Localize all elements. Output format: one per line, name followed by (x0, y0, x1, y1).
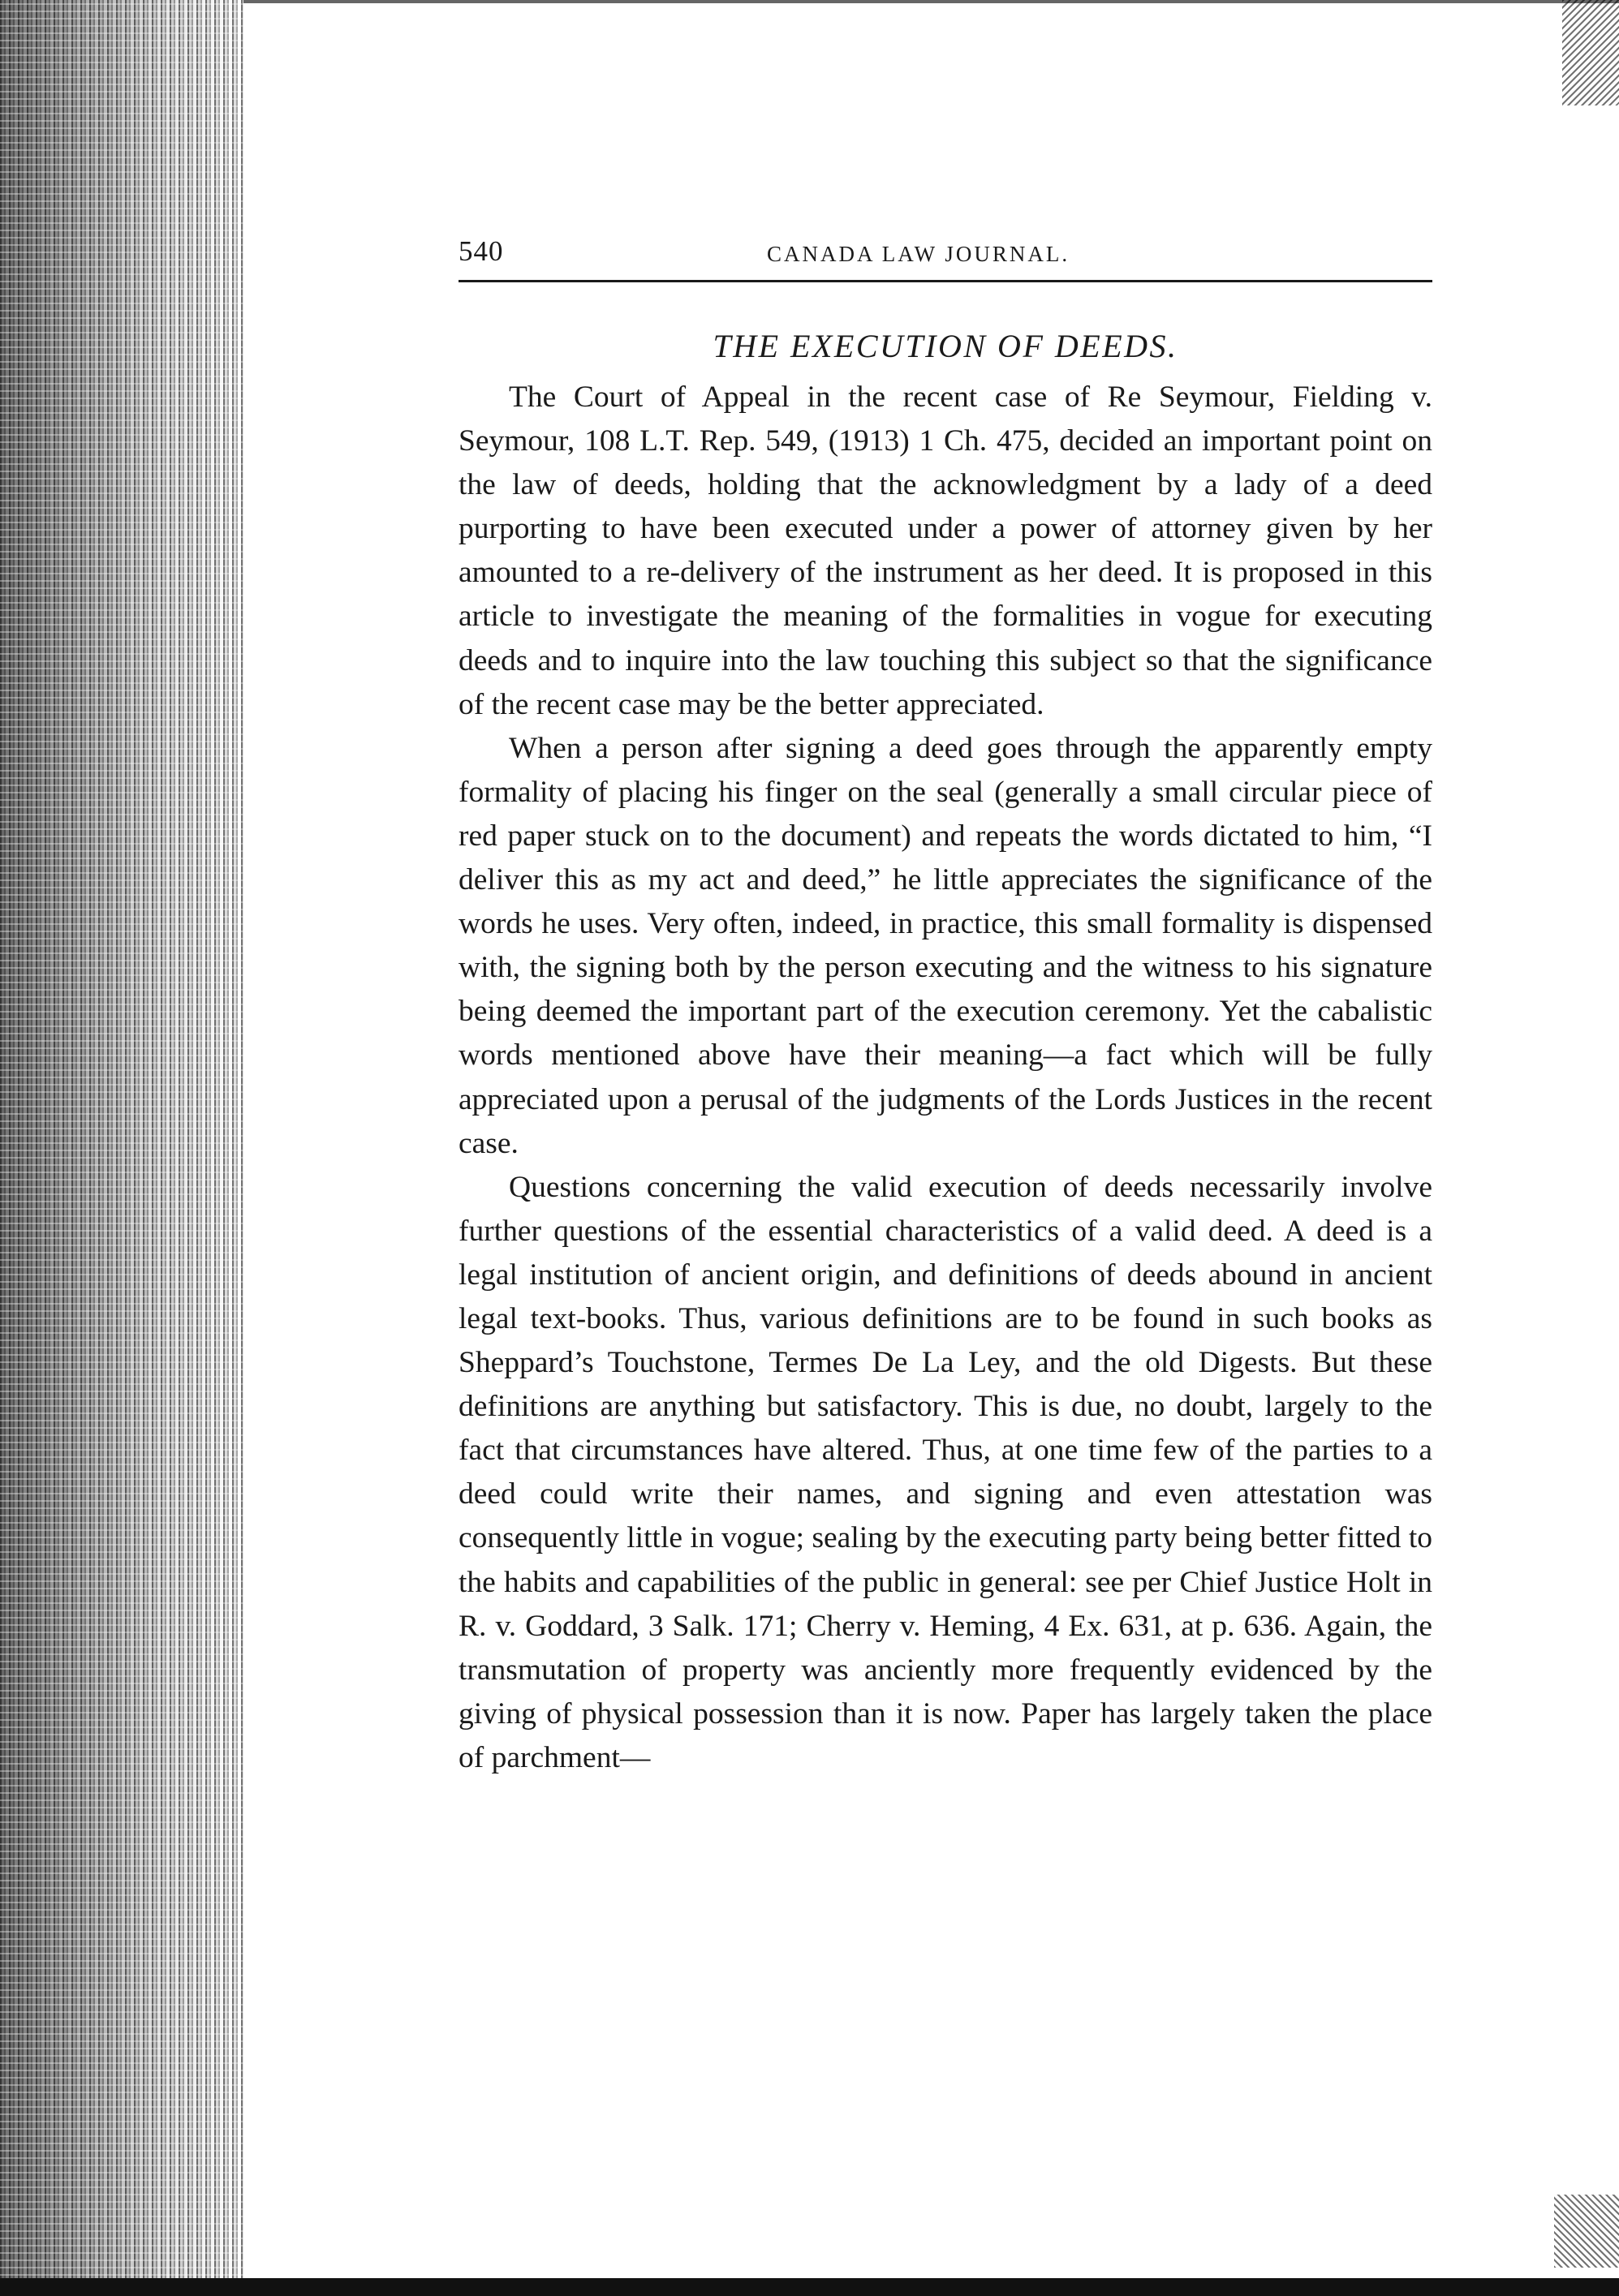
paragraph-2: When a person after signing a deed goes through the apparently empty formality of placing his finger on the seal (generally a small circular piece of red paper stuck on to the document) and repeats the words dictated to him, “I deliver this as my act and deed,” he little appreciates the significance of the words he uses. Very often, indeed, in practice, this small formality is dispensed with, the signing both by the person executing and the witness to his signature being deemed the important part of the execution ceremony. Yet the cabalistic words mentioned above have their meaning—a fact which will be fully appreciated upon a perusal of the judgments of the Lords Justices in the recent case. (459, 731, 1432, 1160)
header-rule (459, 280, 1432, 282)
article-body (459, 376, 1432, 1780)
journal-title: CANADA LAW JOURNAL. (767, 242, 1070, 266)
bottom-page-edge (0, 2278, 1619, 2296)
article-title: THE EXECUTION OF DEEDS. (713, 328, 1178, 364)
binding-speckle (0, 0, 243, 2296)
page-number: 540 (459, 235, 504, 267)
corner-smudge-bottom-right (1554, 2195, 1619, 2268)
paragraph-1: The Court of Appeal in the recent case of Re Seymour, Fielding v. Seymour, 108 L.T. Rep. 549, (1913) 1 Ch. 475, decided an important point on the law of deeds, holding that the acknowledgment by a lady of a deed purporting to have been executed under a power of attorney given by her amounted to a re-delivery of the instrument as her deed. It is proposed in this article to investigate the meaning of the formalities in vogue for executing deeds and to inquire into the law touching this subject so that the significance of the recent case may be the better appreciated. (459, 381, 1432, 721)
top-page-edge (243, 0, 1619, 3)
paragraph-3: Questions concerning the valid execution of deeds necessarily involve further questions of the essential characteristics of a valid deed. A deed is a legal institution of ancient origin, and definitions of deeds abound in ancient legal text-books. Thus, various definitions are to be found in such books as Sheppard’s Touchstone, Termes De La Ley, and the old Digests. But these definitions are anything but satisfactory. This is due, no doubt, largely to the fact that circumstances have altered. Thus, at one time few of the parties to a deed could write their names, and signing and even attestation was consequently little in vogue; sealing by the executing party being better fitted to the habits and capabilities of the public in general: see per Chief Justice Holt in R. v. Goddard, 3 Salk. 171; Cherry v. Heming, 4 Ex. 631, at p. 636. Again, the transmutation of property was anciently more frequently evidenced by the giving of physical possession than it is now. Paper has largely taken the place of parchment— (459, 1170, 1432, 1774)
running-head (459, 231, 1432, 280)
corner-smudge-top-right (1562, 0, 1619, 105)
